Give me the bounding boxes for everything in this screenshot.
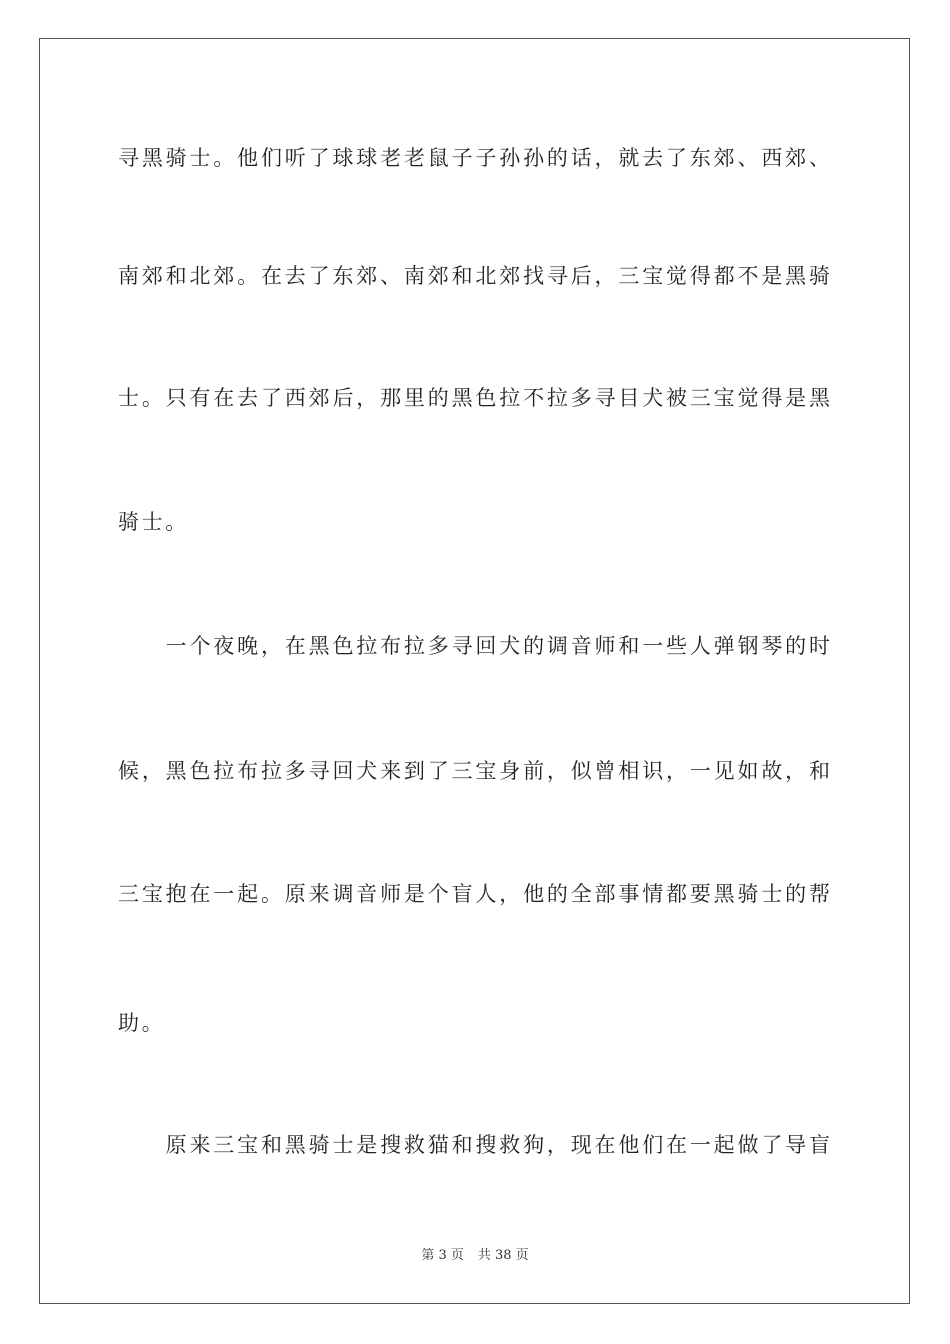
text-line-9: 原来三宝和黑骑士是搜救猫和搜救狗，现在他们在一起做了导盲 (118, 1133, 830, 1157)
page-number: 第 3 页 (421, 1248, 464, 1263)
page-total: 共 38 页 (477, 1248, 529, 1263)
text-line-7: 三宝抱在一起。原来调音师是个盲人，他的全部事情都要黑骑士的帮 (118, 882, 830, 906)
text-line-2: 南郊和北郊。在去了东郊、南郊和北郊找寻后，三宝觉得都不是黑骑 (118, 264, 830, 288)
text-line-5: 一个夜晚，在黑色拉布拉多寻回犬的调音师和一些人弹钢琴的时 (118, 634, 830, 658)
text-line-4: 骑士。 (118, 510, 189, 534)
text-line-1: 寻黑骑士。他们听了球球老老鼠子子孙孙的话，就去了东郊、西郊、 (118, 146, 830, 170)
text-line-3: 士。只有在去了西郊后，那里的黑色拉不拉多寻目犬被三宝觉得是黑 (118, 386, 830, 410)
page-frame (39, 38, 910, 1304)
text-line-6: 候，黑色拉布拉多寻回犬来到了三宝身前，似曾相识，一见如故，和 (118, 759, 830, 783)
page-footer (0, 1247, 950, 1265)
text-line-8: 助。 (118, 1011, 166, 1035)
